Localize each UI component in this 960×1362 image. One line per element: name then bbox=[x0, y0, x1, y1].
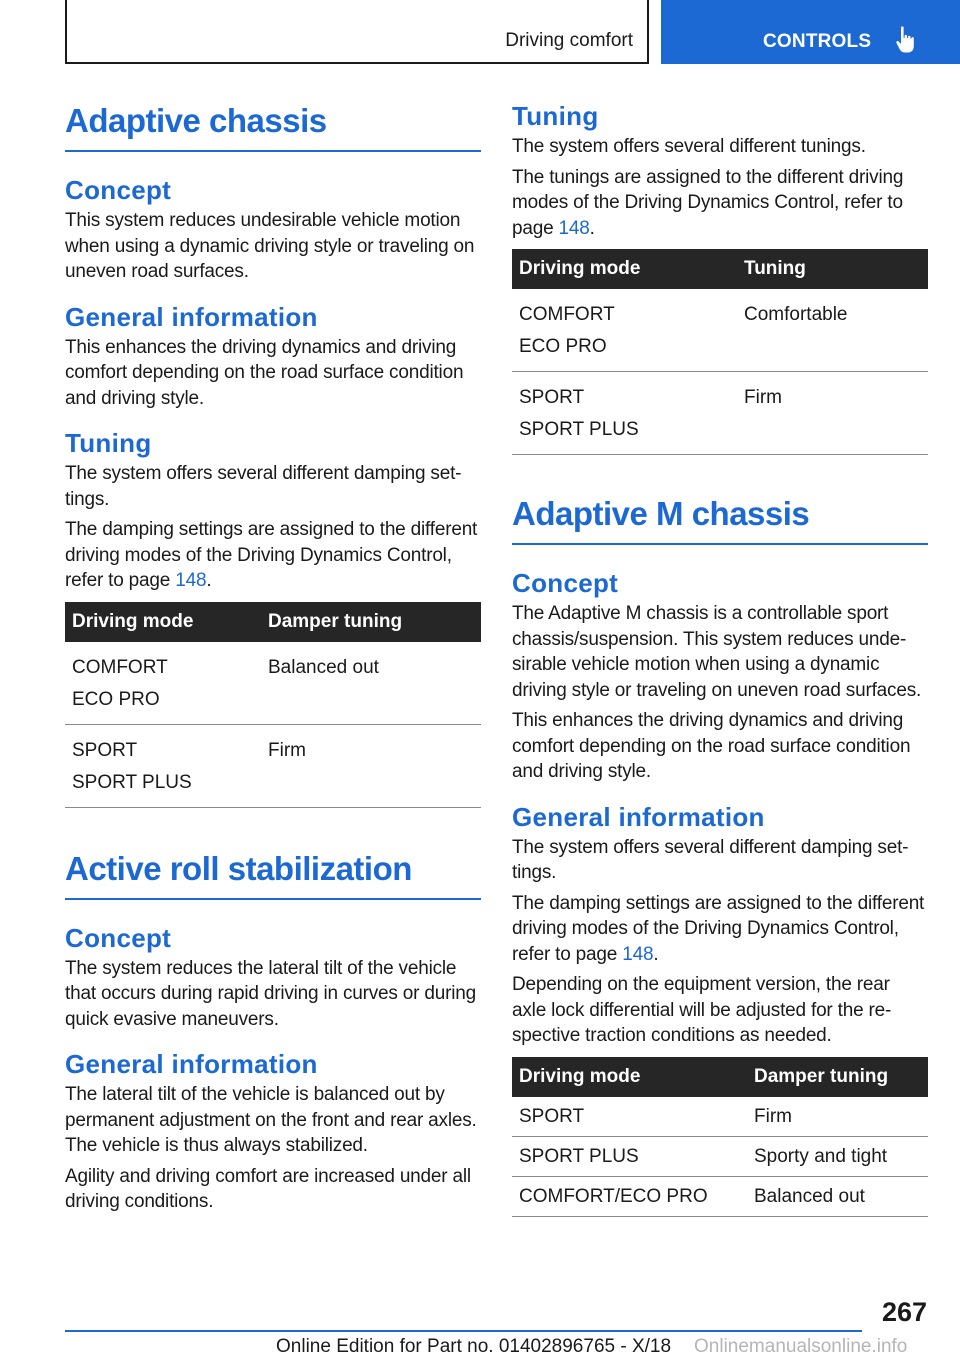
paragraph-general-information-2 bbox=[512, 891, 928, 968]
mode-name: SPORT PLUS bbox=[72, 771, 192, 793]
heading-concept: Concept bbox=[65, 175, 172, 205]
paragraph-general-information-2: Agility and driving comfort are increased under all driving conditions. bbox=[65, 1165, 471, 1212]
table-row bbox=[65, 724, 481, 807]
paragraph-tuning-2-end: . bbox=[206, 570, 212, 591]
page-number: 267 bbox=[881, 1297, 927, 1327]
paragraph-concept: This system reduces undesirable vehicle motion when using a dynamic driving style or traveling on uneven road surfaces. bbox=[65, 210, 475, 282]
paragraph-tuning-2-text: The damping settings are assigned to the different driving modes of the Driving Dynamics Control, refer to page bbox=[65, 519, 478, 591]
table-row bbox=[512, 372, 928, 455]
table-cell-mode bbox=[65, 724, 261, 807]
paragraph-concept: The system reduces the lateral tilt of the vehicle that occurs during rapid driving in curves or during quick evasive maneuvers. bbox=[65, 957, 476, 1030]
heading-concept: Concept bbox=[512, 568, 619, 598]
footer-divider bbox=[65, 1330, 862, 1332]
chapter-title-active-roll-stabilization: Active roll stabilization bbox=[65, 848, 481, 900]
header-section-title: Driving comfort bbox=[505, 30, 633, 51]
chapter-title-adaptive-chassis: Adaptive chassis bbox=[65, 100, 481, 152]
table-row bbox=[512, 1176, 928, 1216]
table-cell-value: Comfortable bbox=[737, 289, 928, 372]
pointing-hand-icon bbox=[895, 25, 919, 55]
mode-name: SPORT bbox=[72, 739, 138, 761]
table-cell-mode bbox=[65, 642, 261, 725]
heading-general-information: General information bbox=[512, 801, 765, 832]
m-damper-tuning-table bbox=[512, 1057, 928, 1217]
chapter-title-adaptive-m-chassis: Adaptive M chassis bbox=[512, 493, 928, 545]
paragraph-tuning-2 bbox=[512, 165, 928, 242]
table-header-row bbox=[512, 249, 928, 289]
mode-name: ECO PRO bbox=[72, 688, 160, 710]
paragraph-general-information-1: The system offers several different damping settings. bbox=[512, 836, 909, 883]
left-column bbox=[65, 100, 481, 1220]
mode-name: SPORT bbox=[519, 387, 585, 408]
heading-concept: Concept bbox=[65, 922, 172, 953]
paragraph-concept-2: This enhances the driving dynamics and driving comfort depending on the road surface condition and driving style. bbox=[512, 710, 911, 782]
column-header-tuning: Tuning bbox=[737, 249, 928, 289]
header-controls-label: CONTROLS bbox=[763, 31, 872, 52]
mode-name: SPORT PLUS bbox=[519, 419, 639, 440]
mode-name: COMFORT bbox=[72, 656, 168, 678]
mode-name: ECO PRO bbox=[519, 336, 607, 357]
paragraph-general-information-2-text: The damping settings are assigned to the different driving modes of the Driving Dynamics Control, refer to page bbox=[512, 892, 925, 965]
footer-edition: Online Edition for Part no. 01402896765 - X/18 bbox=[276, 1336, 672, 1357]
heading-tuning: Tuning bbox=[65, 428, 152, 458]
page-reference-link[interactable]: 148 bbox=[622, 943, 654, 965]
table-cell-value: Firm bbox=[261, 724, 481, 807]
paragraph-general-information-2-end: . bbox=[653, 943, 659, 965]
column-header-damper-tuning: Damper tuning bbox=[747, 1057, 928, 1097]
table-row bbox=[512, 289, 928, 372]
column-header-driving-mode: Driving mode bbox=[512, 1057, 747, 1097]
table-cell-value: Balanced out bbox=[747, 1176, 928, 1216]
paragraph-tuning-2-text: The tunings are assigned to the different driving modes of the Driving Dynamics Control, refer to page bbox=[512, 166, 904, 239]
page-reference-link[interactable]: 148 bbox=[558, 217, 590, 239]
paragraph-tuning-1: The system offers several different damping settings. bbox=[65, 463, 462, 510]
table-row bbox=[512, 1136, 928, 1176]
column-header-driving-mode: Driving mode bbox=[65, 602, 261, 642]
column-header-driving-mode: Driving mode bbox=[512, 249, 737, 289]
table-header-row bbox=[65, 602, 481, 642]
right-column bbox=[512, 100, 928, 1217]
page-reference-link[interactable]: 148 bbox=[175, 570, 207, 591]
table-cell-mode: SPORT PLUS bbox=[512, 1136, 747, 1176]
header-controls-tab[interactable] bbox=[661, 0, 960, 64]
heading-general-information: General information bbox=[65, 301, 318, 332]
table-cell-mode: COMFORT/ECO PRO bbox=[512, 1176, 747, 1216]
table-header-row bbox=[512, 1057, 928, 1097]
paragraph-general-information-3: Depending on the equipment version, the rear axle lock differential will be adjusted for the respective traction conditions as needed. bbox=[512, 974, 892, 1046]
heading-tuning: Tuning bbox=[512, 101, 599, 131]
table-row bbox=[512, 1097, 928, 1137]
header-section-box bbox=[65, 0, 649, 64]
table-cell-value: Sporty and tight bbox=[747, 1136, 928, 1176]
table-cell-value: Firm bbox=[737, 372, 928, 455]
paragraph-tuning-2-end: . bbox=[589, 217, 595, 239]
tuning-table bbox=[512, 249, 928, 455]
table-cell-value: Balanced out bbox=[261, 642, 481, 725]
paragraph-general-information-1: The lateral tilt of the vehicle is balanced out by permanent adjustment on the front and rear axles. The vehicle is thus always stabilized. bbox=[65, 1084, 477, 1156]
table-cell-mode bbox=[512, 372, 737, 455]
table-row bbox=[65, 642, 481, 725]
heading-general-information: General information bbox=[65, 1049, 318, 1079]
paragraph-tuning-2 bbox=[65, 517, 481, 594]
mode-name: COMFORT bbox=[519, 304, 615, 325]
table-cell-mode bbox=[512, 289, 737, 372]
damper-tuning-table bbox=[65, 602, 481, 808]
paragraph-concept-1: The Adaptive M chassis is a controllable sport chassis/suspension. This system reduces undesirable vehicle motion when using a dynamic driving style or traveling on uneven road surfaces. bbox=[512, 603, 922, 701]
paragraph-tuning-1: The system offers several different tunings. bbox=[512, 136, 866, 157]
table-cell-value: Firm bbox=[747, 1097, 928, 1137]
watermark: Onlinemanualsonline.info bbox=[694, 1336, 908, 1357]
paragraph-general-information: This enhances the driving dynamics and driving comfort depending on the road surface condition and driving style. bbox=[65, 336, 464, 409]
column-header-damper-tuning: Damper tuning bbox=[261, 602, 481, 642]
table-cell-mode: SPORT bbox=[512, 1097, 747, 1137]
